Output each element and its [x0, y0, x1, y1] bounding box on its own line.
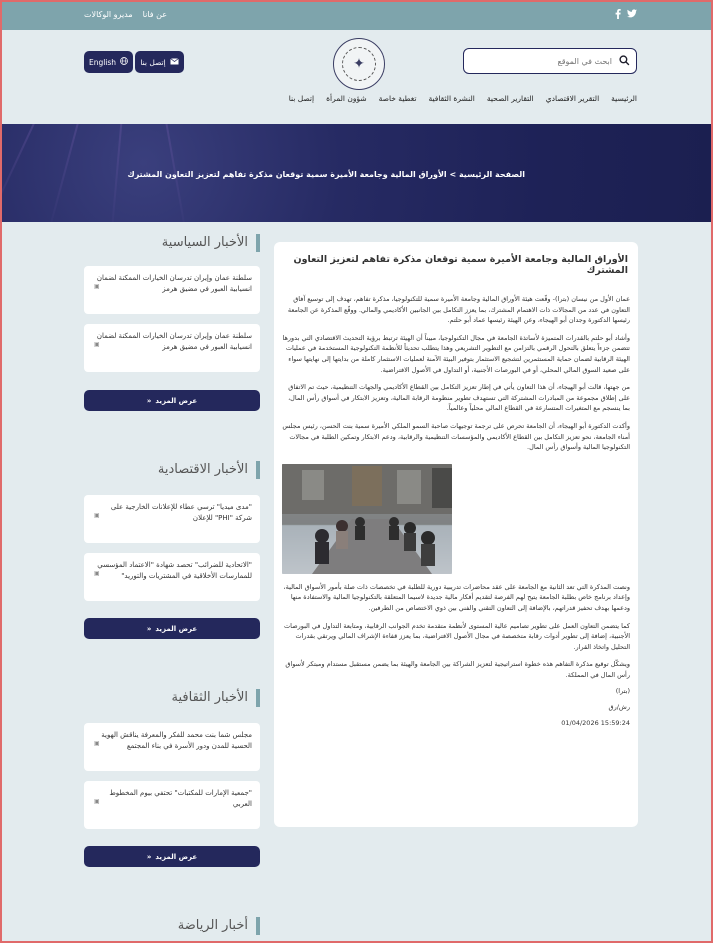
thumbnail-icon: ▣ — [94, 341, 100, 348]
nav-cultural-bulletin[interactable]: النشرة الثقافية — [428, 94, 475, 103]
news-item-text: "جمعية الإمارات للمكتبات" تحتفي بيوم المخطوط العربي — [109, 789, 252, 808]
article-paragraph: وأكدت الدكتورة أبو الهيجاء، أن الجامعة تحرص على ترجمة توجيهات صاحبة السمو الملكي الأميرة سمية بنت الحسن، رئيس مجلس أمناء الجامعة، نحو تعزيز التكامل بين القطاع الأكاديمي والمؤسسات التنظيمية والرقابية، ودعم الابتكار وتمكين الطلبة في مجالات التكنولوجيا المالية وأسواق رأس المال. — [282, 421, 630, 452]
culture-news-item[interactable] — [84, 781, 260, 829]
thumbnail-icon: ▣ — [94, 512, 100, 519]
nav-health-reports[interactable]: التقارير الصحية — [486, 94, 534, 103]
search-icon[interactable] — [618, 55, 630, 67]
double-chevron-left-icon: « — [146, 852, 152, 861]
article-photo[interactable] — [282, 464, 452, 574]
hero-banner — [2, 124, 711, 222]
economy-news-item[interactable] — [84, 495, 260, 543]
nav-women-affairs[interactable]: شؤون المرأة — [326, 94, 367, 103]
envelope-icon — [170, 58, 179, 67]
contact-button[interactable] — [135, 51, 184, 73]
thumbnail-icon: ▣ — [94, 283, 100, 290]
article-paragraph: كما يتضمن التعاون العمل على تطوير تصاميم عالية المستوى لأنظمة متقدمة تخدم الجوانب الرقابية، ومتابعة التداول في البورصات الأجنبية، إضافة إلى تطوير أدوات رقابة متخصصة في مجال الأصول الافتراضية، بما يعزز قفاءة الإشراف المالي ويرتقي بقدرات التحليل واتخاذ القرار. — [283, 621, 630, 651]
article-title: الأوراق المالية وجامعة الأميرة سمية توقعان مذكرة تفاهم لتعزيز التعاون المشترك — [293, 254, 628, 276]
search-box — [463, 48, 637, 74]
more-button-label: عرض المزيد — [155, 624, 198, 633]
politics-news-item[interactable] — [84, 266, 260, 314]
top-link-agency-managers[interactable]: مديرو الوكالات — [84, 10, 133, 19]
hero-decoration — [2, 124, 44, 222]
more-button-label: عرض المزيد — [155, 396, 198, 405]
breadcrumb[interactable]: الصفحة الرئيسية > الأوراق المالية وجامعة الأميرة سمية توقعان مذكرة تفاهم لتعزيز التعاون المشترك — [127, 170, 525, 179]
news-item-text: سلطنة عمان وإيران تدرسان الخيارات الممكنة لضمان انسيابية العبور في مضيق هرمز — [96, 274, 252, 293]
culture-more-button[interactable] — [84, 846, 260, 867]
contact-button-label: إتصل بنا — [140, 57, 166, 67]
hero-decoration — [46, 124, 84, 222]
meeting-photo-icon — [282, 464, 452, 574]
thumbnail-icon: ▣ — [94, 740, 100, 747]
double-chevron-left-icon: « — [146, 624, 152, 633]
economy-section-title: الأخبار الاقتصادية — [158, 461, 260, 479]
news-item-text: "الاتحادية للضرائب" تحصد شهادة "الاعتماد المؤسسي للممارسات الأخلاقية في المشتريات والتوريد" — [97, 561, 252, 580]
english-button[interactable] — [84, 51, 133, 73]
globe-icon — [120, 57, 128, 67]
thumbnail-icon: ▣ — [94, 798, 100, 805]
top-bar — [2, 2, 711, 30]
nav-home[interactable]: الرئيسية — [611, 94, 637, 103]
article-paragraph: ونصت المذكرة التي تعد الثانية مع الجامعة على عقد محاضرات تدريبية دورية للطلبة في تخصصات ذات صلة بأمور الأسواق المالية، وإعداد برنامج خاص بطلبة الجامعة يتيح لهم الفرصة لتقديم أفكار مالية جديدة لاسيما المتعلقة بالتكنولوجيا المالية والاستفادة منها ودعمها بهدف تحفيز قدراتهم، بالإضافة إلى التعاون التقني والفني بين ذوي الاختصاص من الطرفين. — [283, 582, 630, 612]
top-links — [84, 10, 167, 19]
nav-contact[interactable]: إتصل بنا — [288, 94, 315, 103]
politics-news-item[interactable] — [84, 324, 260, 372]
article-paragraph: ويشكّل توقيع مذكرة التفاهم هذه خطوة استراتيجية لتعزيز الشراكة بين الجامعة والهيئة بما يضمن مستقبل مستدام ومبتكر لأسواق رأس المال في المملكة. — [285, 660, 630, 679]
news-item-text: "مدى ميديا" ترسي عطاء للإعلانات الخارجية على شركة "PHI" للإعلان — [110, 503, 252, 522]
sports-section-title: أخبار الرياضة — [178, 917, 260, 935]
culture-news-item[interactable] — [84, 723, 260, 771]
economy-news-item[interactable] — [84, 553, 260, 601]
double-chevron-left-icon: « — [146, 396, 152, 405]
article-paragraph: وأشاد أبو حلتم بالقدرات المتميزة لأساتذة الجامعة في مجال التكنولوجيا، مبيناً أن الهيئة ترتبط برؤية التحديث الاقتصادي التي بدورها تتضمن جزءاً يتعلق بالتحول الرقمي بالتزامن مع التطوير التشريعي وهذا يتطلب تحديثاً للأنظمة التكنولوجية المستخدمة في عمليات الهيئة الرقابية لضمان حماية المستثمرين لتشجيع الاستثمار بتوفير البيئة الآمنة لعمليات الاستثمار كاملة من بدايتها إلى نهايتها سواء على صعيد السوق المالي المحلي، أو في البورصات الأجنبية، أو التداول في الأصول الافتراضية. — [282, 333, 630, 374]
hero-decoration — [110, 124, 124, 222]
logo-emblem-icon: ✦ — [342, 47, 376, 81]
facebook-icon[interactable] — [615, 9, 621, 22]
site-header — [2, 30, 711, 124]
economy-more-button[interactable] — [84, 618, 260, 639]
top-link-about[interactable]: عن فانا — [142, 10, 168, 19]
news-item-text: مجلس شما بنت محمد للفكر والمعرفة يناقش الهوية الحسية للمدن ودور الأسرة في بناء المجتمع — [101, 731, 252, 750]
culture-section-title: الأخبار الثقافية — [172, 689, 261, 707]
site-logo[interactable] — [333, 38, 385, 90]
search-input[interactable] — [470, 57, 612, 66]
article-author: رش/رق — [608, 703, 630, 712]
politics-more-button[interactable] — [84, 390, 260, 411]
article-timestamp: 15:59:24 01/04/2026 — [561, 719, 630, 728]
politics-section-title: الأخبار السياسية — [162, 234, 260, 252]
article-paragraph: عمان الأول من نيسان (بترا)- وقّعت هيئة الأوراق المالية وجامعة الأميرة سمية للتكنولوجيا، مذكرة تفاهم، تهدف إلى توسيع آفاق التعاون في عدد من المجالات ذات الاهتمام المشترك، بما يعزز التكامل بين الجانبين الأكاديمي والمالي. ووقّع المذكرة عن الجامعة رئيسها الدكتورة وجدان أبو الهيجاء، وعن الهيئة رئيسها عماد أبو حلتم. — [287, 295, 630, 325]
article-paragraph: من جهتها، قالت أبو الهيجاء، أن هذا التعاون يأتي في إطار تعزيز التكامل بين القطاع الأكاديمي والجهات التنظيمية، حيث تم الاتفاق على إطلاق مجموعة من المبادرات المشتركة التي تستهدف تطوير منظومة الرقابة المالية، وتعزيز الابتكار في أسواق رأس المال، بما ينسجم مع المتغيرات المتسارعة في القطاع المالي محلياً وعالمياً. — [288, 383, 630, 413]
nav-special-coverage[interactable]: تغطية خاصة — [378, 94, 417, 103]
more-button-label: عرض المزيد — [155, 852, 198, 861]
english-button-label: English — [88, 57, 117, 67]
news-item-text: سلطنة عمان وإيران تدرسان الخيارات الممكنة لضمان انسيابية العبور في مضيق هرمز — [96, 332, 252, 351]
main-nav — [289, 94, 637, 103]
article-source: (بترا) — [615, 687, 630, 696]
thumbnail-icon: ▣ — [94, 570, 100, 577]
nav-economic-report[interactable]: التقرير الاقتصادي — [545, 94, 600, 103]
twitter-icon[interactable] — [627, 9, 637, 22]
article-card — [274, 242, 638, 827]
social-links — [615, 9, 637, 22]
